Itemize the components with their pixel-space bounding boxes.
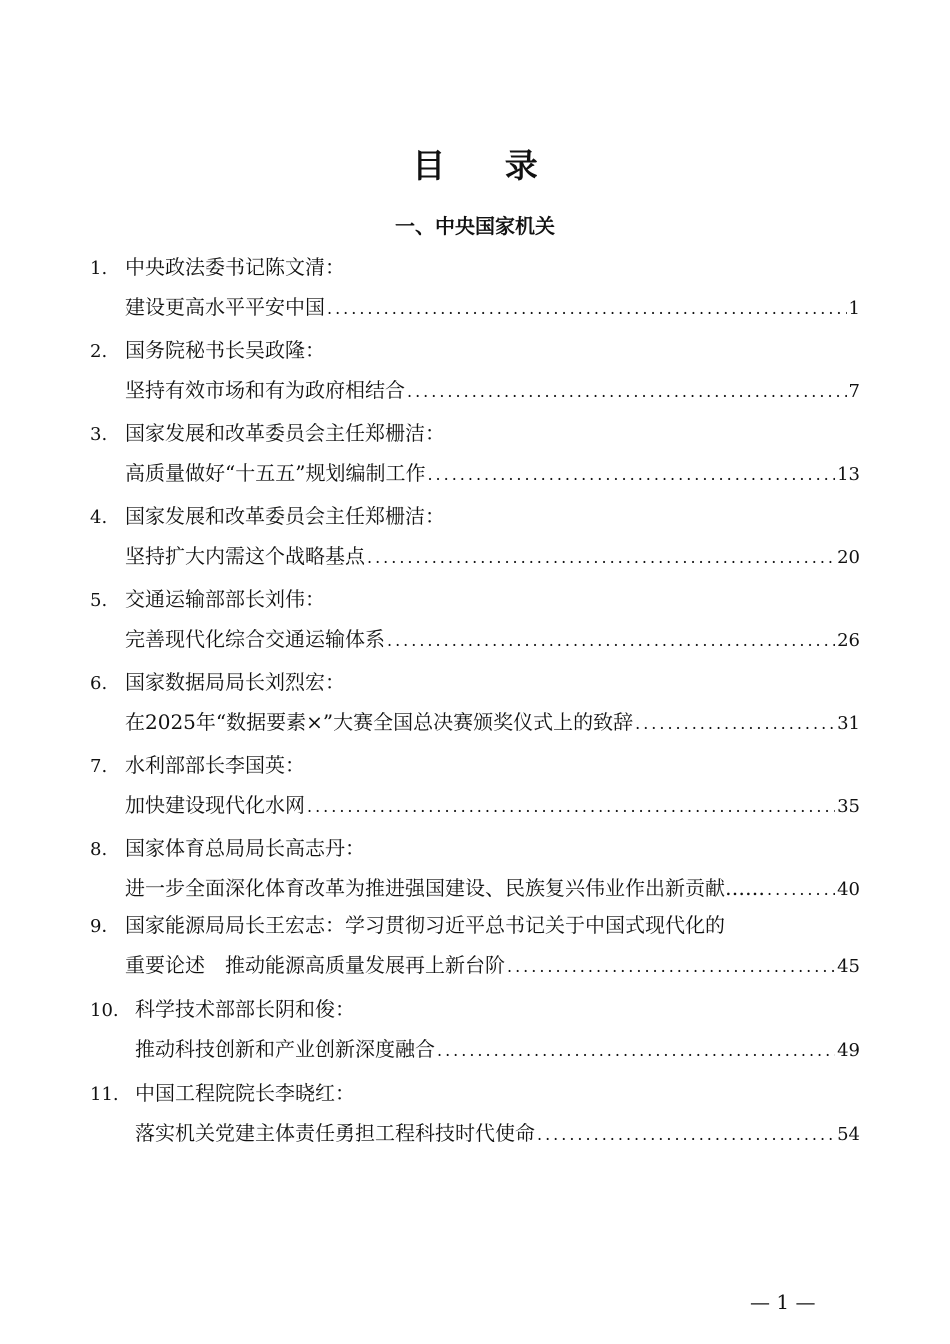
entry-page: 7: [848, 381, 860, 402]
dot-leader: [427, 460, 835, 490]
entry-number: 10.: [90, 1000, 119, 1021]
toc-entry[interactable]: [90, 910, 860, 990]
entry-speaker: 国家数据局局长刘烈宏：: [125, 670, 345, 694]
toc-entry[interactable]: [90, 501, 860, 581]
dot-leader: [507, 952, 835, 982]
dot-leader: [437, 1036, 835, 1066]
toc-entry[interactable]: [90, 1078, 860, 1158]
entry-title: 加快建设现代化水网: [125, 793, 305, 817]
entry-speaker: 国家能源局局长王宏志：学习贯彻习近平总书记关于中国式现代化的: [125, 913, 725, 937]
dot-leader: [407, 377, 847, 407]
dot-leader: [635, 709, 835, 739]
entry-number: 3.: [90, 424, 108, 445]
entry-number: 1.: [90, 258, 108, 279]
entry-speaker: 国家发展和改革委员会主任郑栅洁：: [125, 504, 445, 528]
entry-page: 49: [837, 1040, 860, 1061]
page-number: — 1 —: [750, 1290, 816, 1314]
dot-leader: [307, 792, 835, 822]
toc-entry[interactable]: [90, 252, 860, 332]
dot-leader: [327, 294, 847, 324]
toc-entry[interactable]: [90, 584, 860, 664]
entry-page: 13: [837, 464, 860, 485]
entry-number: 6.: [90, 673, 108, 694]
entry-number: 9．: [90, 916, 120, 937]
entry-page: 35: [837, 796, 860, 817]
entry-page: 54: [837, 1124, 860, 1145]
entry-speaker: 国家发展和改革委员会主任郑栅洁：: [125, 421, 445, 445]
entry-title: 坚持有效市场和有为政府相结合: [125, 378, 405, 402]
dot-leader: [767, 875, 835, 905]
toc-entry[interactable]: [90, 833, 860, 913]
entry-page: 20: [837, 547, 860, 568]
entry-number: 8.: [90, 839, 108, 860]
toc-entry[interactable]: [90, 667, 860, 747]
toc-entry[interactable]: [90, 994, 860, 1074]
entry-page: 45: [837, 956, 860, 977]
entry-speaker: 科学技术部部长阴和俊：: [135, 997, 355, 1021]
entry-number: 7.: [90, 756, 108, 777]
entry-speaker: 水利部部长李国英：: [125, 753, 305, 777]
entry-page: 40: [837, 879, 860, 900]
page-title: 目 录: [412, 146, 562, 185]
entry-speaker: 交通运输部部长刘伟：: [125, 587, 325, 611]
section-heading: 一、中央国家机关: [395, 214, 555, 238]
toc-entry[interactable]: [90, 335, 860, 415]
entry-number: 2.: [90, 341, 108, 362]
entry-title: 重要论述 推动能源高质量发展再上新台阶: [125, 953, 505, 977]
entry-number: 11.: [90, 1084, 119, 1105]
entry-title: 高质量做好“十五五”规划编制工作: [125, 461, 426, 485]
dot-leader: [367, 543, 835, 573]
entry-number: 5.: [90, 590, 108, 611]
dot-leader: [387, 626, 835, 656]
entry-speaker: 中央政法委书记陈文清：: [125, 255, 345, 279]
entry-page: 1: [848, 298, 860, 319]
entry-title: 落实机关党建主体责任勇担工程科技时代使命: [135, 1121, 535, 1145]
entry-title: 建设更高水平平安中国: [125, 295, 325, 319]
entry-title: 进一步全面深化体育改革为推进强国建设、民族复兴伟业作出新贡献……: [125, 876, 765, 900]
entry-title: 坚持扩大内需这个战略基点: [125, 544, 365, 568]
entry-title: 推动科技创新和产业创新深度融合: [135, 1037, 435, 1061]
entry-speaker: 中国工程院院长李晓红：: [135, 1081, 355, 1105]
dot-leader: [537, 1120, 835, 1150]
toc-entry[interactable]: [90, 750, 860, 830]
entry-speaker: 国家体育总局局长高志丹：: [125, 836, 365, 860]
entry-page: 31: [837, 713, 860, 734]
toc-entry[interactable]: [90, 418, 860, 498]
entry-page: 26: [837, 630, 860, 651]
entry-title: 在2025年“数据要素×”大赛全国总决赛颁奖仪式上的致辞: [125, 710, 634, 734]
entry-speaker: 国务院秘书长吴政隆：: [125, 338, 325, 362]
entry-title: 完善现代化综合交通运输体系: [125, 627, 385, 651]
entry-number: 4.: [90, 507, 108, 528]
